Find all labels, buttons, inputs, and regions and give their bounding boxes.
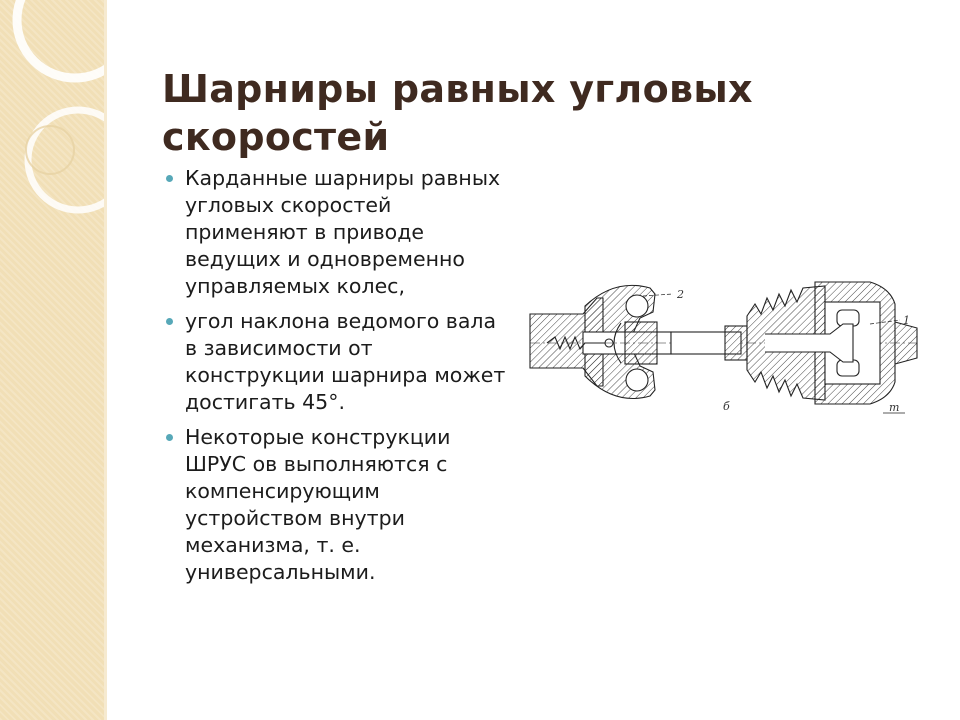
bullet-item <box>164 165 509 300</box>
strip-divider <box>104 0 107 720</box>
bullet-dot-icon <box>166 434 173 441</box>
bullet-item <box>164 424 509 586</box>
cv-joint-drawing <box>525 268 920 423</box>
decor-ring-inner <box>26 126 74 174</box>
bullet-dot-icon <box>166 175 173 182</box>
label-t: т <box>889 401 900 414</box>
ball-bottom <box>626 369 648 391</box>
ball-top <box>626 295 648 317</box>
bullet-list <box>164 165 509 594</box>
bullet-text: угол наклона ведомого вала в зависимости от конструкции шарнира может достигать 45°. <box>185 309 506 414</box>
decorative-side-strip <box>0 0 104 720</box>
bullet-text: Некоторые конструкции ШРУС ов выполняются с компенсирующим устройством внутри механизма, т. е. универсальными. <box>185 425 451 584</box>
decor-ring-top <box>17 0 104 78</box>
bullet-item <box>164 308 509 416</box>
slide-title: Шарниры равных угловых скоростей <box>162 67 753 160</box>
bullet-dot-icon <box>166 318 173 325</box>
figure-caption: б <box>723 400 730 413</box>
shaft-collar <box>725 326 747 360</box>
label-1: 1 <box>903 314 910 327</box>
label-2: 2 <box>677 288 684 301</box>
output-stub <box>895 322 917 364</box>
bullet-text: Карданные шарниры равных угловых скоростей применяют в приводе ведущих и одновременно управляемых колес, <box>185 166 501 298</box>
decor-ring-middle <box>28 110 104 210</box>
decorative-rings <box>0 0 104 720</box>
